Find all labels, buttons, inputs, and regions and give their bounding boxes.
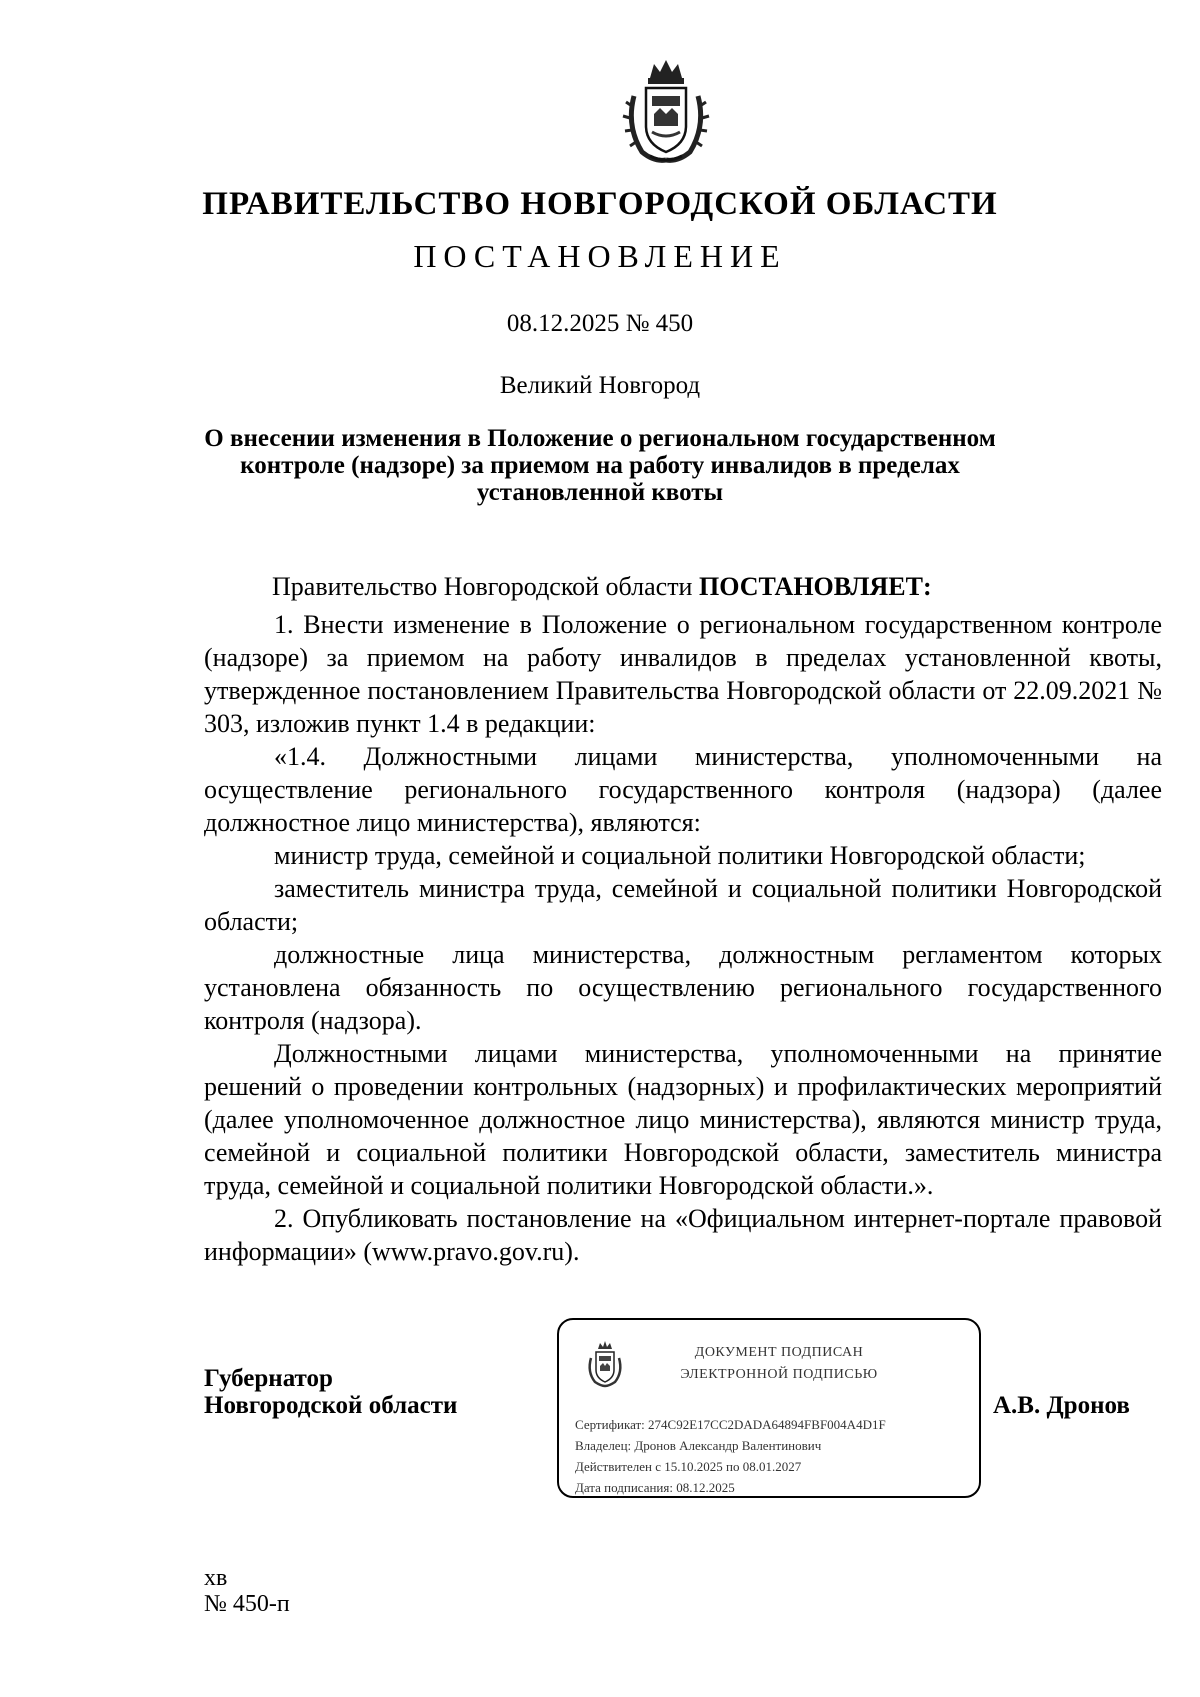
stamp-validity: Действителен с 15.10.2025 по 08.01.2027	[575, 1459, 802, 1474]
footer-doc-ref: № 450-п	[204, 1591, 290, 1617]
stamp-details	[575, 1414, 975, 1498]
governor-title	[204, 1365, 457, 1419]
document-type: ПОСТАНОВЛЕНИЕ	[413, 238, 787, 274]
preamble	[204, 570, 1162, 603]
paragraph: «1.4. Должностными лицами министерства, уполномоченными на осуществление регионального государственного контроля (надзора) (далее должностное лицо министерства), являются:	[204, 742, 1162, 837]
governor-line: Губернатор	[204, 1365, 333, 1392]
document-number: 08.12.2025 № 450	[506, 310, 694, 337]
stamp-header-line: ДОКУМЕНТ ПОДПИСАН	[694, 1345, 864, 1360]
subject-line: установленной квоты	[476, 479, 724, 506]
paragraph: 1. Внести изменение в Положение о региональном государственном контроле (надзоре) за приемом на работу инвалидов в пределах установленной квоты, утвержденное постановлением Правительства Новгородской области от 22.09.2021 № 303, изложив пункт 1.4 в редакции:	[204, 610, 1162, 738]
document-city: Великий Новгород	[499, 372, 701, 399]
document-subject	[200, 425, 1000, 506]
preamble-text: Правительство Новгородской области	[272, 572, 699, 601]
paragraph: 2. Опубликовать постановление на «Официальном интернет-портале правовой информации» (www.pravo.gov.ru).	[204, 1204, 1162, 1266]
subject-line: О внесении изменения в Положение о региональном государственном	[204, 425, 996, 452]
stamp-header	[669, 1342, 889, 1386]
signer-name: А.В. Дронов	[993, 1392, 1130, 1419]
document-body	[204, 570, 1162, 1268]
paragraph: Должностными лицами министерства, уполномоченными на принятие решений о проведении контрольных (надзорных) и профилактических мероприятий (далее уполномоченное должностное лицо министерства), являются министр труда, семейной и социальной политики Новгородской области, заместитель министра труда, семейной и социальной политики Новгородской области.».	[204, 1039, 1162, 1200]
paragraph: должностные лица министерства, должностным регламентом которых установлена обязанность по осуществлению регионального государственного контроля (надзора).	[204, 940, 1162, 1035]
document-footer	[204, 1565, 290, 1617]
electronic-signature-stamp	[557, 1318, 981, 1498]
paragraph: министр труда, семейной и социальной политики Новгородской области;	[274, 841, 1086, 870]
stamp-certificate: Сертификат: 274C92E17CC2DADA64894FBF004A4D1F	[575, 1417, 886, 1432]
coat-of-arms-icon	[620, 56, 712, 166]
government-title: ПРАВИТЕЛЬСТВО НОВГОРОДСКОЙ ОБЛАСТИ	[202, 186, 998, 222]
stamp-owner: Владелец: Дронов Александр Валентинович	[575, 1438, 822, 1453]
preamble-bold: ПОСТАНОВЛЯЕТ:	[698, 572, 932, 601]
stamp-header-line: ЭЛЕКТРОННОЙ ПОДПИСЬЮ	[680, 1367, 878, 1382]
coat-of-arms-icon	[585, 1340, 625, 1388]
governor-line: Новгородской области	[204, 1392, 458, 1419]
subject-line: контроле (надзоре) за приемом на работу инвалидов в пределах	[240, 452, 960, 479]
stamp-signed-date: Дата подписания: 08.12.2025	[575, 1480, 735, 1495]
paragraph: заместитель министра труда, семейной и социальной политики Новгородской области;	[204, 874, 1162, 936]
footer-initials: хв	[204, 1565, 228, 1591]
